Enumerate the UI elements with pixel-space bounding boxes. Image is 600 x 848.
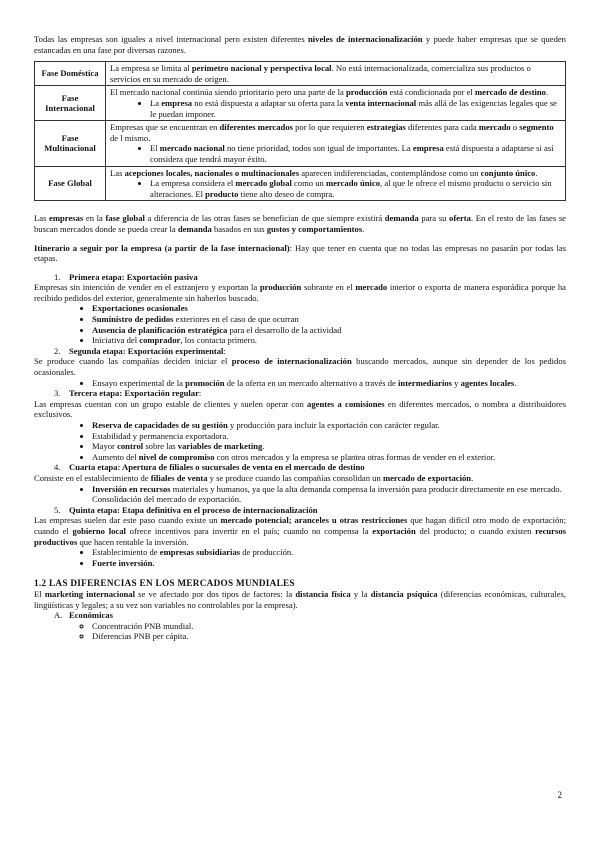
stage-1-heading: 1. Primera etapa: Exportación pasiva [54,271,198,282]
section-paragraph: El marketing internacional se ve afectado por dos tipos de factores: la distancia física y la distancia psíquica (diferencias económicas, culturales, lingüísticas y legales; a su vez son variables no controlables por la empresa). [34,588,566,610]
phase-label-domestica: Fase Doméstica [35,62,106,86]
stage-2-list [34,378,566,389]
stage-3-list [34,420,566,462]
phase-label-global: Fase Global [35,166,106,201]
list-item: • Aumento del nivel de compromiso con otros mercados y la empresa se plantea otras formas de vender en el exterior. [92,452,566,463]
phase-label-multinacional: Fase Multinacional [35,121,106,166]
table-row-internacional [35,86,566,121]
stage-2-text: Se produce cuando las compañías deciden iniciar el proceso de internacionalización buscando mercados, aunque sin depender de los pedidos ocasionales. [34,356,566,378]
list-item: • Mayor control sobre las variables de marketing. [92,441,566,452]
stage-1-list [34,303,566,345]
stage-5-text: Las empresas suelen dar este paso cuando existe un mercado potencial; aranceles u otras restricciones que hagan difícil otro modo de exportación; cuando el gobierno local ofrece incentivos para invertir en el país; cuando no compensa la exportación del producto; o cuando existen recursos productivos que hacen rentable la inversión. [34,515,566,547]
section-heading: 1.2 LAS DIFERENCIAS EN LOS MERCADOS MUNDIALES [34,578,295,589]
list-item: • Inversión en recursos materiales y humanos, ya que la alta demanda compensa la inversión para producir directamente en ese mercado. Consolidación del mercado de exportación. [92,484,566,505]
table-row-multinacional [35,121,566,166]
stage-4-list [34,484,566,505]
subsection-list [34,621,566,642]
list-item: • Reserva de capacidades de su gestión y producción para incluir la exportación con carácter regular. [92,420,566,431]
list-item: • Ensayo experimental de la promoción de la oferta en un mercado alternativo a través de intermediarios y agentes locales. [92,378,566,389]
phase-desc-global: Las acepciones locales, nacionales o multinacionales aparecen indiferenciadas, contemplándose como un conjunto único. • La empresa considera el mercado global como un mercado único, al que le ofrece el mismo producto o servicio sin alteraciones. El producto tiene alto deseo de compra. [106,166,566,201]
phase-desc-domestica: La empresa se limita al perímetro nacional y perspectiva local. No está internacionalizada, comercializa sus productos o servicios en su mercado de origen. [106,62,566,86]
stage-1-text: Empresas sin intención de vender en el extranjero y exportan la producción sobrante en el mercado interior o exporta de manera esporádica porque ha recibido pedidos del exterior, generalmente sin haberlos buscado. [34,282,566,303]
stage-3-text: Las empresas cuentan con un grupo estable de clientes y suelen operar con agentes a comisiones en diferentes mercados, o nombra a distribuidores exclusivos. [34,398,566,420]
list-item: • Suministro de pedidos exteriores en el caso de que ocurran [92,314,566,325]
list-item: • Iniciativa del comprador, los contacta primero. [92,335,566,346]
itinerary-paragraph: Itinerario a seguir por la empresa (a partir de la fase internacional): Hay que tener en cuenta que no todas las empresas no pasarán por todas las etapas. [34,242,566,264]
list-item: ◦ Concentración PNB mundial. [92,621,566,632]
stage-2-heading: 2. Segunda etapa: Exportación experimental: [54,345,226,356]
list-item: • La empresa no está dispuesta a adaptar su oferta para la venta internacional más allá de las exigencias legales que se le puedan imponer. [150,98,561,119]
table-row-domestica [35,62,566,86]
page-number: 2 [557,790,562,800]
phase-desc-multinacional: Empresas que se encuentran en diferentes mercados por lo que requieren estrategias diferentes para cada mercado o segmento de l mismo. • El mercado nacional no tiene prioridad, todos son igual de importantes. La empresa está dispuesta a adaptarse si así considera que tendrá mayor éxito. [106,121,566,166]
phase-desc-internacional: El mercado nacional continúa siendo prioritario pero una parte de la producción está condicionada por el mercado de destino. • La empresa no está dispuesta a adaptar su oferta para la venta internacional más allá de las exigencias legales que se le puedan imponer. [106,86,566,121]
list-item: • Ausencia de planificación estratégica para el desarrollo de la actividad [92,325,566,336]
list-item: • La empresa considera el mercado global como un mercado único, al que le ofrece el mismo producto o servicio sin alteraciones. El producto tiene alto deseo de compra. [150,178,561,199]
list-item: • El mercado nacional no tiene prioridad, todos son igual de importantes. La empresa está dispuesta a adaptarse si así considera que tendrá mayor éxito. [150,143,561,164]
list-item: ◦ Diferencias PNB per cápita. [92,631,566,642]
stage-3-heading: 3. Tercera etapa: Exportación regular: [54,388,202,399]
list-item: • Exportaciones ocasionales [92,303,566,314]
phases-table [34,61,566,201]
stage-5-heading: 5. Quinta etapa: Etapa definitiva en el proceso de internacionalización [54,504,318,515]
list-item: • Estabilidad y permanencia exportadora. [92,431,566,442]
list-item: • Fuerte inversión. [92,558,566,569]
table-row-global [35,166,566,201]
subsection-heading: A. Económicas [54,610,113,621]
intro-paragraph: Todas las empresas son iguales a nivel internacional pero existen diferentes niveles de internacionalización y puede haber empresas que se queden estancadas en una fase por diversas razones. [34,34,566,55]
stage-5-list [34,547,566,568]
stage-4-text: Consiste en el establecimiento de filiales de venta y se produce cuando las compañías consolidan un mercado de exportación. [34,472,474,483]
phase-label-internacional: Fase Internacional [35,86,106,121]
stage-4-heading: 4. Cuarta etapa: Apertura de filiales o sucursales de venta en el mercado de destino [54,462,365,473]
global-phase-paragraph: Las empresas en la fase global a diferencia de las otras fases se benefician de que siempre existirá demanda para su oferta. En el resto de las fases se buscan mercados donde se pueda crear la demanda basados en sus gustos y comportamientos. [34,213,566,234]
list-item: • Establecimiento de empresas subsidiarias de producción. [92,547,566,558]
